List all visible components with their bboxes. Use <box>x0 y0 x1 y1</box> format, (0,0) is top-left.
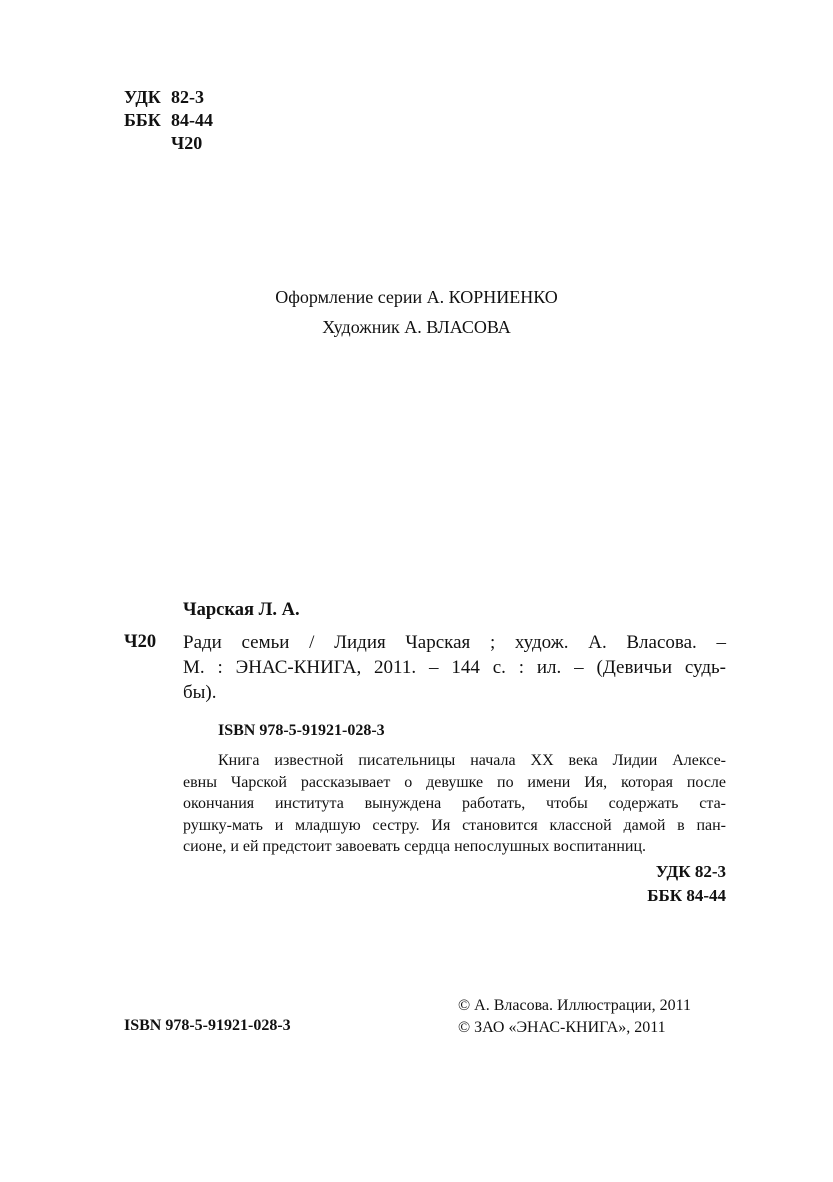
udk-row <box>124 86 213 109</box>
copyright-line: © ЗАО «ЭНАС-КНИГА», 2011 <box>458 1019 666 1036</box>
udk-card: УДК 82-3 <box>655 862 726 881</box>
illustrator-credit: Художник А. ВЛАСОВА <box>322 317 511 337</box>
annotation-line: сионе, и ей предстоит завоевать сердца непослушных воспитанниц. <box>183 838 647 855</box>
annotation-line: евны Чарской рассказывает о девушке по имени Ия, которая после <box>183 773 726 791</box>
series-design-credit: Оформление серии А. КОРНИЕНКО <box>275 287 558 307</box>
description-line: бы). <box>183 682 217 703</box>
isbn-card: ISBN 978-5-91921-028-3 <box>218 722 385 739</box>
bibliographic-description <box>183 630 726 705</box>
author-mark-row <box>124 132 213 155</box>
annotation-line: рушку-мать и младшую сестру. Ия становится классной дамой в пан- <box>183 816 726 834</box>
author-heading: Чарская Л. А. <box>183 600 300 620</box>
bbk-card: ББК 84-44 <box>647 886 726 905</box>
isbn-footer: ISBN 978-5-91921-028-3 <box>124 1017 291 1034</box>
description-line: Ради семьи / Лидия Чарская ; худож. А. Власова. – <box>183 632 726 653</box>
classification-block-card <box>647 860 726 908</box>
udk-value: 82-3 <box>171 87 204 107</box>
udk-label: УДК <box>124 87 161 107</box>
annotation-line: окончания института вынуждена работать, чтобы содержать ста- <box>183 795 726 812</box>
bbk-row <box>124 109 213 132</box>
bbk-label: ББК <box>124 110 161 130</box>
annotation-line: Книга известной писательницы начала XX века Лидии Алексе- <box>218 752 726 769</box>
author-mark-top: Ч20 <box>171 133 203 153</box>
copyright-block <box>458 995 691 1039</box>
bbk-value: 84-44 <box>171 110 213 130</box>
credits-block <box>0 282 833 342</box>
author-mark-card: Ч20 <box>124 632 157 652</box>
copyright-line: © А. Власова. Иллюстрации, 2011 <box>458 997 691 1014</box>
annotation <box>183 750 726 858</box>
classification-block-top <box>124 86 213 155</box>
description-line: М. : ЭНАС-КНИГА, 2011. – 144 с. : ил. – (Девичьи судь- <box>183 657 726 678</box>
